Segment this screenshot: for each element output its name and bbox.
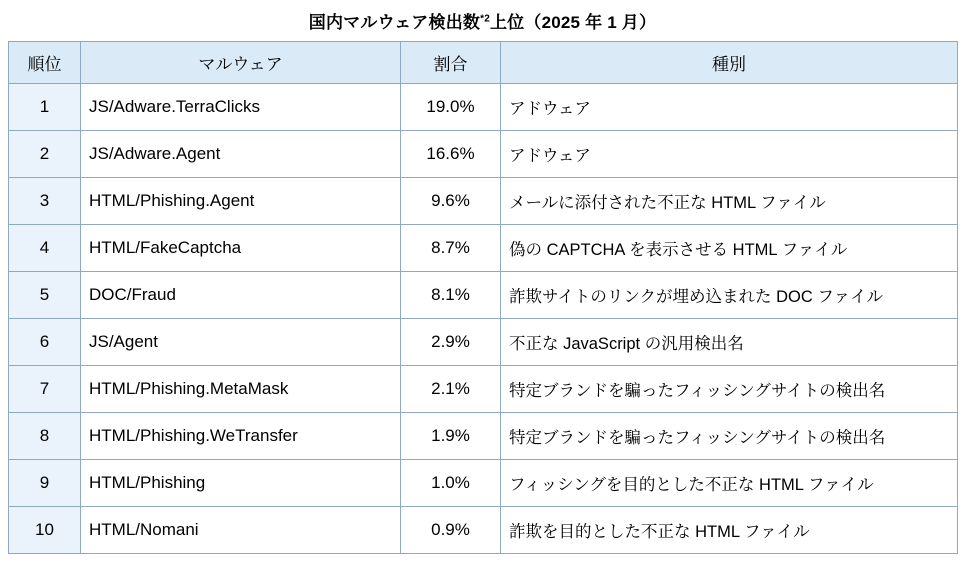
cell-type: アドウェア — [501, 131, 958, 178]
column-header-rank: 順位 — [9, 42, 81, 84]
table-row — [9, 131, 958, 178]
column-header-type: 種別 — [501, 42, 958, 84]
cell-type: メールに添付された不正な HTML ファイル — [501, 178, 958, 225]
page-title — [8, 8, 957, 33]
table-row — [9, 84, 958, 131]
cell-share: 0.9% — [401, 507, 501, 554]
cell-name: JS/Agent — [81, 319, 401, 366]
cell-share: 19.0% — [401, 84, 501, 131]
table-row — [9, 178, 958, 225]
cell-name: JS/Adware.Agent — [81, 131, 401, 178]
table-row — [9, 319, 958, 366]
cell-type: 特定ブランドを騙ったフィッシングサイトの検出名 — [501, 413, 958, 460]
table-row — [9, 413, 958, 460]
title-text-after: 上位（2025 年 1 月） — [489, 13, 657, 32]
cell-name: HTML/Phishing.MetaMask — [81, 366, 401, 413]
cell-type: 偽の CAPTCHA を表示させる HTML ファイル — [501, 225, 958, 272]
cell-rank: 1 — [9, 84, 81, 131]
table-row — [9, 460, 958, 507]
table-row — [9, 507, 958, 554]
table-row — [9, 366, 958, 413]
cell-share: 16.6% — [401, 131, 501, 178]
cell-name: DOC/Fraud — [81, 272, 401, 319]
cell-name: HTML/Nomani — [81, 507, 401, 554]
cell-type: アドウェア — [501, 84, 958, 131]
cell-type: 不正な JavaScript の汎用検出名 — [501, 319, 958, 366]
table-header — [9, 42, 958, 84]
cell-name: HTML/FakeCaptcha — [81, 225, 401, 272]
cell-rank: 3 — [9, 178, 81, 225]
title-text-before: 国内マルウェア検出数 — [308, 13, 481, 32]
cell-share: 2.1% — [401, 366, 501, 413]
cell-type: 特定ブランドを騙ったフィッシングサイトの検出名 — [501, 366, 958, 413]
table-row — [9, 272, 958, 319]
cell-rank: 5 — [9, 272, 81, 319]
cell-share: 8.1% — [401, 272, 501, 319]
cell-type: 詐欺サイトのリンクが埋め込まれた DOC ファイル — [501, 272, 958, 319]
cell-type: 詐欺を目的とした不正な HTML ファイル — [501, 507, 958, 554]
table-body — [9, 84, 958, 554]
title-footnote-marker: *2 — [480, 13, 490, 25]
cell-share: 1.0% — [401, 460, 501, 507]
cell-type: フィッシングを目的とした不正な HTML ファイル — [501, 460, 958, 507]
column-header-share: 割合 — [401, 42, 501, 84]
malware-ranking-table — [8, 41, 958, 554]
cell-rank: 4 — [9, 225, 81, 272]
column-header-name: マルウェア — [81, 42, 401, 84]
cell-rank: 9 — [9, 460, 81, 507]
cell-name: HTML/Phishing.Agent — [81, 178, 401, 225]
cell-share: 1.9% — [401, 413, 501, 460]
cell-share: 9.6% — [401, 178, 501, 225]
cell-rank: 2 — [9, 131, 81, 178]
cell-share: 2.9% — [401, 319, 501, 366]
cell-share: 8.7% — [401, 225, 501, 272]
cell-name: HTML/Phishing — [81, 460, 401, 507]
cell-rank: 7 — [9, 366, 81, 413]
table-row — [9, 225, 958, 272]
cell-rank: 10 — [9, 507, 81, 554]
cell-rank: 8 — [9, 413, 81, 460]
cell-name: HTML/Phishing.WeTransfer — [81, 413, 401, 460]
table-header-row — [9, 42, 958, 84]
cell-rank: 6 — [9, 319, 81, 366]
cell-name: JS/Adware.TerraClicks — [81, 84, 401, 131]
